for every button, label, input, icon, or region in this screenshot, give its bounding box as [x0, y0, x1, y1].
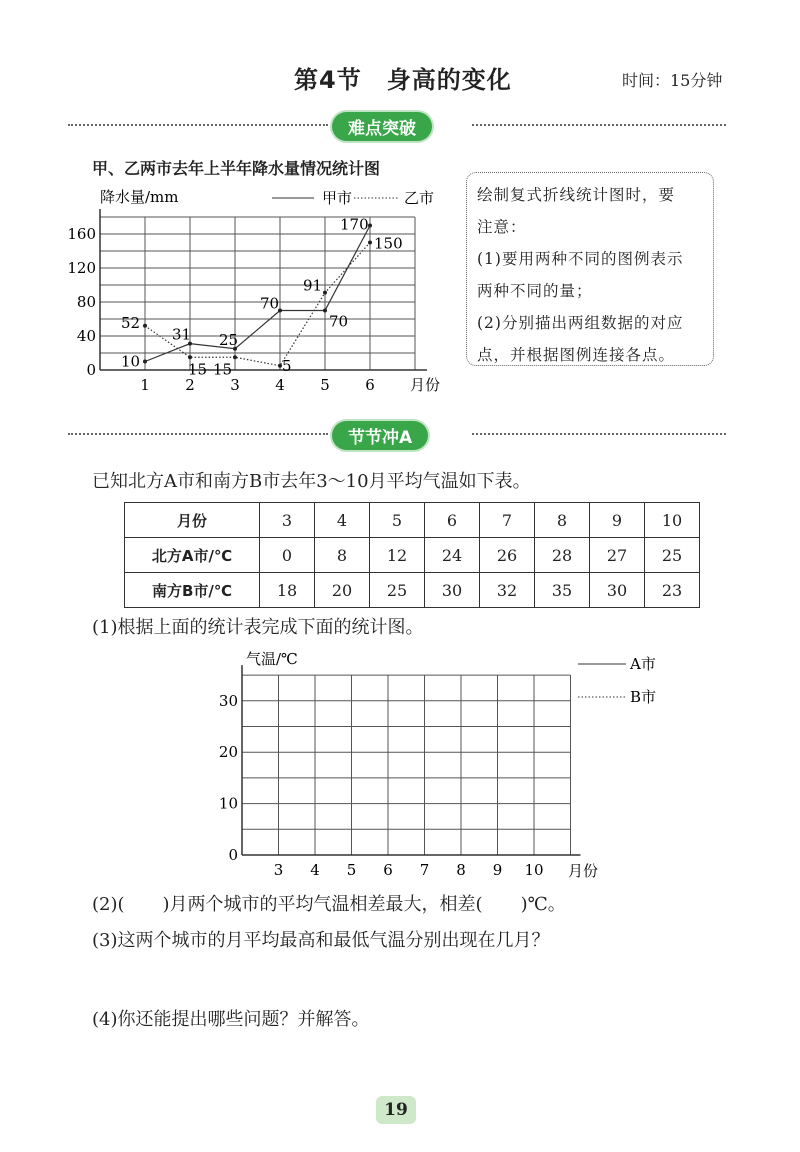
x-tick-label: 6 [365, 376, 375, 394]
problem-intro: 已知北方A市和南方B市去年3～10月平均气温如下表。 [92, 471, 531, 492]
y-tick-label: 20 [218, 743, 238, 762]
y-tick-label: 80 [76, 293, 96, 311]
table-header: 10 [645, 503, 700, 538]
x-tick-label: 3 [230, 376, 240, 394]
data-label: 15 [188, 360, 208, 379]
y-tick-label: 160 [67, 225, 96, 243]
table-header: 7 [480, 503, 535, 538]
x-tick-label: 4 [310, 861, 320, 879]
question-1: (1)根据上面的统计表完成下面的统计图。 [92, 617, 424, 638]
x-tick-label: 10 [524, 861, 544, 879]
data-label: 5 [282, 356, 292, 375]
y-tick-label: 40 [76, 327, 96, 345]
divider-left [68, 124, 328, 126]
table-header: 9 [590, 503, 645, 538]
page-number: 19 [376, 1096, 416, 1124]
data-label: 25 [219, 330, 239, 349]
data-point [143, 324, 147, 328]
table-cell: 北方A市/℃ [125, 538, 260, 573]
rainfall-chart [67, 180, 454, 400]
x-tick-label: 7 [419, 861, 430, 879]
y-tick-label: 30 [218, 691, 238, 710]
question-2-part: )月两个城市的平均气温相差最大，相差( [162, 894, 483, 915]
question-2 [92, 890, 566, 916]
x-tick-label: 6 [383, 861, 393, 879]
table-cell: 8 [315, 538, 370, 573]
tip-line: 两种不同的量； [477, 282, 593, 300]
y-axis-label: 气温/℃ [246, 650, 298, 668]
divider-right-2 [472, 433, 726, 435]
question-3: (3)这两个城市的月平均最高和最低气温分别出现在几月？ [92, 930, 550, 951]
table-cell: 30 [590, 573, 645, 608]
table-cell: 18 [260, 573, 315, 608]
page-title: 第4节 身高的变化 [294, 66, 512, 94]
question-2-part: )℃。 [520, 894, 566, 915]
x-tick-label: 3 [273, 861, 284, 879]
chart-grid [219, 665, 581, 879]
table-row [125, 538, 700, 573]
data-label: 91 [303, 276, 323, 295]
table-header: 4 [315, 503, 370, 538]
legend-label-a: A市 [630, 655, 656, 673]
data-label: 70 [329, 312, 349, 331]
table-cell: 28 [535, 538, 590, 573]
table-row [125, 503, 700, 538]
table-cell: 24 [425, 538, 480, 573]
y-tick-label: 0 [86, 361, 96, 379]
table-header: 月份 [125, 503, 260, 538]
tip-line: (2)分别描出两组数据的对应 [477, 314, 684, 332]
temperature-chart [212, 644, 672, 880]
x-tick-label: 2 [185, 376, 195, 394]
section-badge-difficult: 难点突破 [332, 112, 432, 141]
data-point [368, 241, 372, 245]
y-tick-label: 120 [67, 259, 96, 277]
table-cell: 25 [645, 538, 700, 573]
chart-title: 甲、乙两市去年上半年降水量情况统计图 [92, 159, 381, 178]
table-cell: 30 [425, 573, 480, 608]
divider-left-2 [68, 433, 328, 435]
x-tick-label: 4 [275, 376, 285, 394]
data-label: 52 [121, 313, 141, 332]
table-cell: 25 [370, 573, 425, 608]
x-tick-label: 5 [320, 376, 330, 394]
divider-right [472, 124, 726, 126]
table-header: 6 [425, 503, 480, 538]
x-tick-label: 8 [456, 861, 466, 879]
table-header: 8 [535, 503, 590, 538]
table-cell: 12 [370, 538, 425, 573]
x-tick-label: 9 [492, 861, 503, 879]
x-axis-label: 月份 [410, 376, 441, 394]
table-cell: 32 [480, 573, 535, 608]
tip-line: (1)要用两种不同的图例表示 [477, 250, 684, 268]
data-label: 31 [172, 325, 192, 344]
table-cell: 35 [535, 573, 590, 608]
table-cell: 27 [590, 538, 645, 573]
data-label: 10 [121, 352, 141, 371]
table-cell: 26 [480, 538, 535, 573]
data-point [188, 355, 192, 359]
table-cell: 20 [315, 573, 370, 608]
data-point [233, 355, 237, 359]
data-label: 15 [213, 360, 233, 379]
data-point [323, 309, 327, 313]
x-tick-label: 1 [140, 376, 150, 394]
table-header: 5 [370, 503, 425, 538]
table-row [125, 573, 700, 608]
series-line-2 [145, 243, 370, 366]
table-cell: 南方B市/℃ [125, 573, 260, 608]
legend-label-a: 甲市 [322, 189, 353, 207]
x-tick-label: 5 [346, 861, 357, 879]
tip-box [466, 172, 714, 366]
tip-line: 注意： [477, 218, 527, 236]
data-label: 70 [260, 294, 280, 313]
y-tick-label: 10 [218, 794, 238, 813]
x-axis-label: 月份 [568, 862, 599, 880]
question-2-part: (2)( [92, 894, 125, 915]
table-header: 3 [260, 503, 315, 538]
table-cell: 23 [645, 573, 700, 608]
legend-label-b: B市 [630, 688, 657, 706]
data-label: 150 [374, 234, 403, 253]
tip-line: 绘制复式折线统计图时，要 [477, 186, 676, 204]
data-point [143, 360, 147, 364]
data-point [323, 291, 327, 295]
temperature-table [124, 502, 700, 608]
data-label: 170 [340, 215, 369, 234]
legend-label-b: 乙市 [404, 189, 435, 207]
table-cell: 0 [260, 538, 315, 573]
tip-line: 点，并根据图例连接各点。 [477, 346, 676, 364]
section-badge-practice: 节节冲A [332, 421, 428, 450]
question-4: (4)你还能提出哪些问题？并解答。 [92, 1009, 370, 1030]
time-label: 时间：15分钟 [622, 71, 723, 90]
y-tick-label: 0 [228, 846, 238, 864]
y-axis-label: 降水量/mm [100, 188, 179, 206]
